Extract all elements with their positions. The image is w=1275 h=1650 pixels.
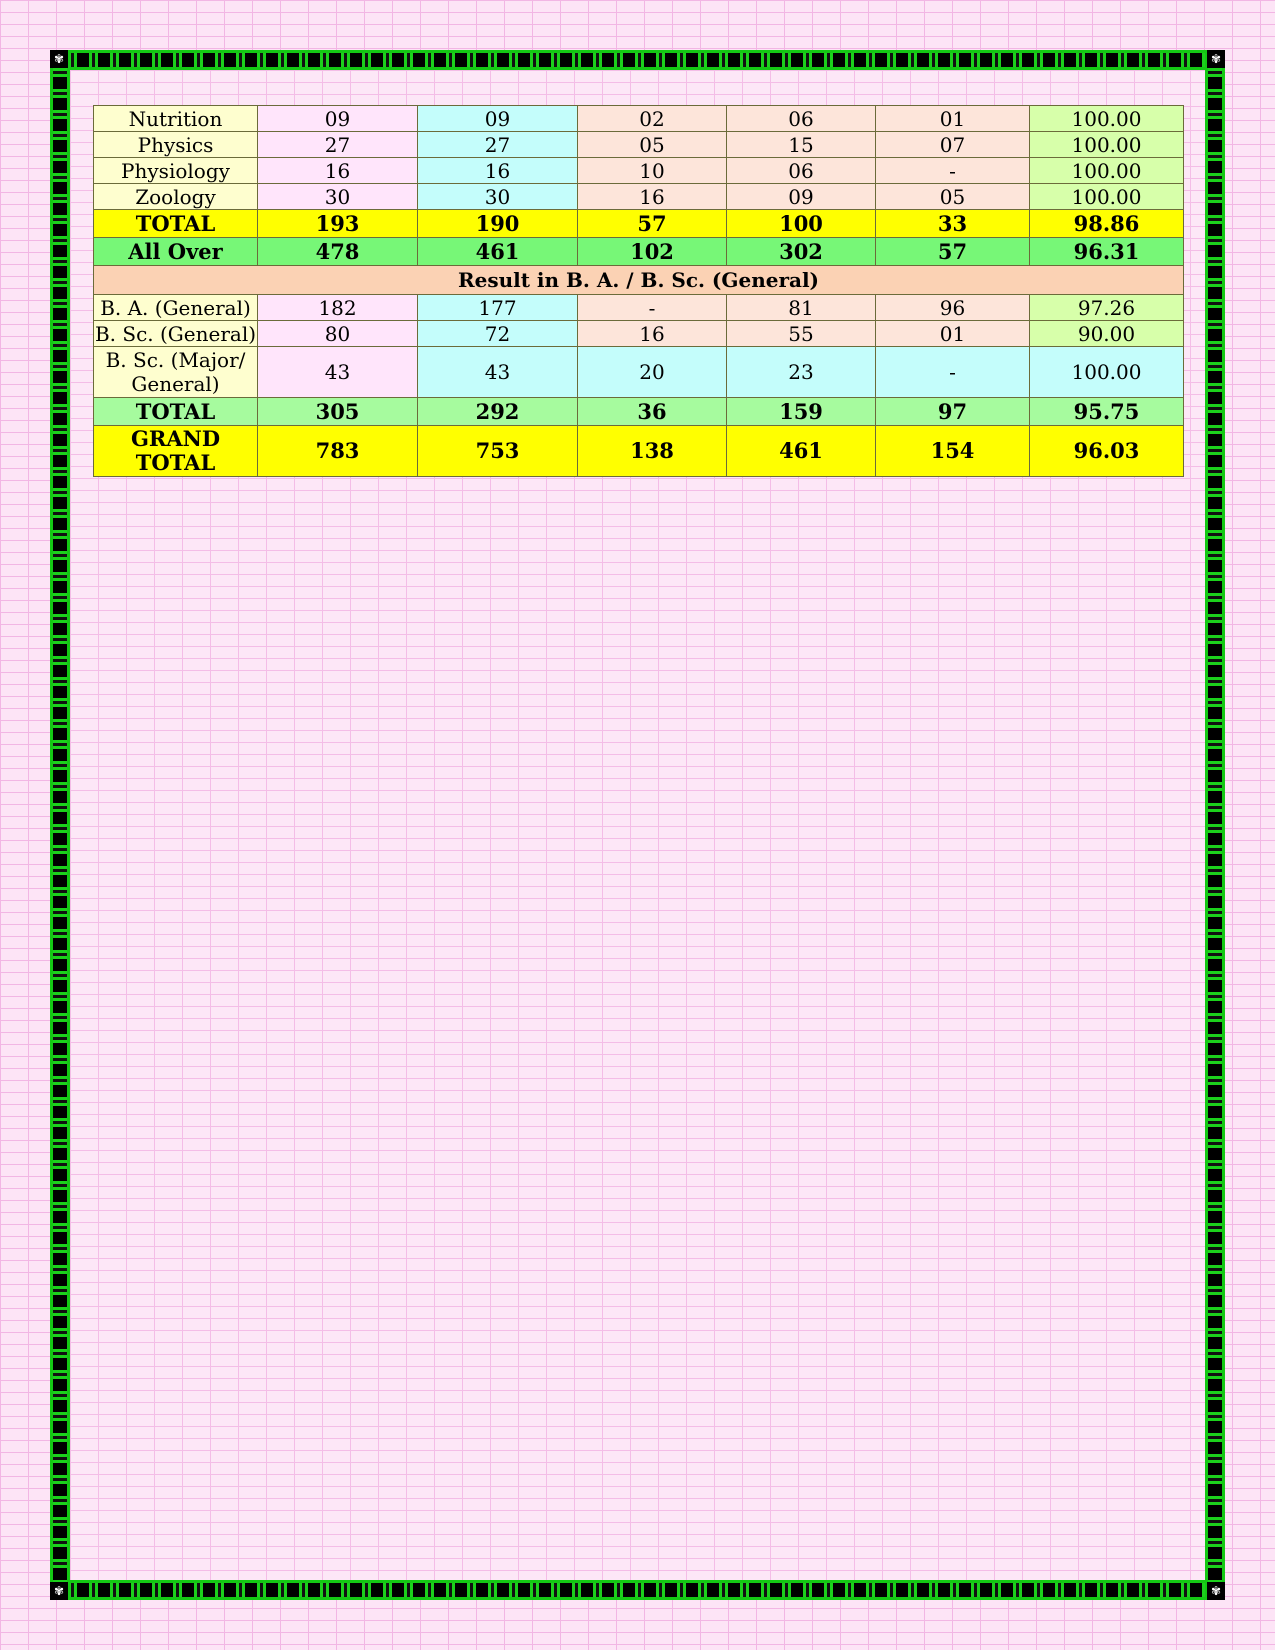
table-row: [94, 184, 1184, 210]
value-cell: 292: [418, 398, 578, 426]
value-cell: 478: [258, 238, 418, 266]
percent-cell: 95.75: [1030, 398, 1184, 426]
value-cell: 01: [876, 106, 1030, 132]
value-cell: 102: [578, 238, 727, 266]
corner-ornament-icon: ✾: [1207, 50, 1225, 68]
value-cell: 57: [578, 210, 727, 238]
results-table: [93, 105, 1184, 477]
value-cell: 36: [578, 398, 727, 426]
value-cell: 302: [727, 238, 876, 266]
percent-cell: 96.31: [1030, 238, 1184, 266]
all-over-row: [94, 238, 1184, 266]
value-cell: 154: [876, 426, 1030, 477]
percent-cell: 97.26: [1030, 295, 1184, 321]
value-cell: 753: [418, 426, 578, 477]
value-cell: 461: [418, 238, 578, 266]
percent-cell: 96.03: [1030, 426, 1184, 477]
course-cell: B. Sc. (Major/ General): [94, 347, 258, 398]
value-cell: 138: [578, 426, 727, 477]
frame-right-strip: [1205, 50, 1225, 1600]
section-header-row: [94, 266, 1184, 295]
course-cell: B. Sc. (General): [94, 321, 257, 346]
value-cell: 159: [727, 398, 876, 426]
value-cell: 72: [418, 321, 578, 347]
value-cell: 05: [578, 132, 727, 158]
total-label: TOTAL: [94, 398, 258, 426]
value-cell: 43: [418, 347, 578, 398]
value-cell: 01: [876, 321, 1030, 347]
value-cell: 182: [258, 295, 418, 321]
value-cell: 461: [727, 426, 876, 477]
corner-ornament-icon: ✾: [50, 50, 68, 68]
value-cell: -: [578, 295, 727, 321]
value-cell: 02: [578, 106, 727, 132]
value-cell: 07: [876, 132, 1030, 158]
value-cell: 06: [727, 106, 876, 132]
value-cell: 81: [727, 295, 876, 321]
value-cell: 30: [258, 184, 418, 210]
value-cell: 09: [418, 106, 578, 132]
total-label: TOTAL: [94, 210, 258, 238]
all-over-label: All Over: [94, 238, 258, 266]
frame-bottom-strip: [50, 1580, 1225, 1600]
value-cell: 16: [418, 158, 578, 184]
percent-cell: 90.00: [1030, 321, 1184, 347]
value-cell: 100: [727, 210, 876, 238]
value-cell: 20: [578, 347, 727, 398]
percent-cell: 100.00: [1030, 184, 1184, 210]
value-cell: 09: [727, 184, 876, 210]
table-row: [94, 295, 1184, 321]
value-cell: -: [876, 347, 1030, 398]
total-general-row: [94, 398, 1184, 426]
frame-top-strip: [50, 50, 1225, 70]
total-row: [94, 210, 1184, 238]
value-cell: 23: [727, 347, 876, 398]
value-cell: 190: [418, 210, 578, 238]
grand-total-row: [94, 426, 1184, 477]
value-cell: 96: [876, 295, 1030, 321]
section-header: Result in B. A. / B. Sc. (General): [94, 266, 1184, 295]
value-cell: 10: [578, 158, 727, 184]
value-cell: 06: [727, 158, 876, 184]
subject-cell: Nutrition: [94, 106, 258, 132]
value-cell: 15: [727, 132, 876, 158]
value-cell: 09: [258, 106, 418, 132]
value-cell: 97: [876, 398, 1030, 426]
value-cell: 33: [876, 210, 1030, 238]
value-cell: 193: [258, 210, 418, 238]
table-row: [94, 347, 1184, 398]
table-row: [94, 158, 1184, 184]
percent-cell: 100.00: [1030, 106, 1184, 132]
grand-total-label: GRAND TOTAL: [94, 426, 258, 477]
corner-ornament-icon: ✾: [50, 1582, 68, 1600]
value-cell: 16: [258, 158, 418, 184]
percent-cell: 98.86: [1030, 210, 1184, 238]
value-cell: 05: [876, 184, 1030, 210]
percent-cell: 100.00: [1030, 132, 1184, 158]
percent-cell: 100.00: [1030, 158, 1184, 184]
frame-left-strip: [50, 50, 70, 1600]
value-cell: 16: [578, 321, 727, 347]
table-row: [94, 132, 1184, 158]
value-cell: 177: [418, 295, 578, 321]
value-cell: 55: [727, 321, 876, 347]
value-cell: 27: [258, 132, 418, 158]
value-cell: 30: [418, 184, 578, 210]
value-cell: 783: [258, 426, 418, 477]
corner-ornament-icon: ✾: [1207, 1582, 1225, 1600]
percent-cell: 100.00: [1030, 347, 1184, 398]
value-cell: 43: [258, 347, 418, 398]
course-cell: B. A. (General): [94, 295, 258, 321]
value-cell: 80: [258, 321, 418, 347]
value-cell: 27: [418, 132, 578, 158]
table-row: [94, 321, 1184, 347]
value-cell: 305: [258, 398, 418, 426]
subject-cell: Zoology: [94, 184, 258, 210]
subject-cell: Physiology: [94, 158, 258, 184]
table-row: [94, 106, 1184, 132]
subject-cell: Physics: [94, 132, 258, 158]
value-cell: 16: [578, 184, 727, 210]
value-cell: 57: [876, 238, 1030, 266]
value-cell: -: [876, 158, 1030, 184]
